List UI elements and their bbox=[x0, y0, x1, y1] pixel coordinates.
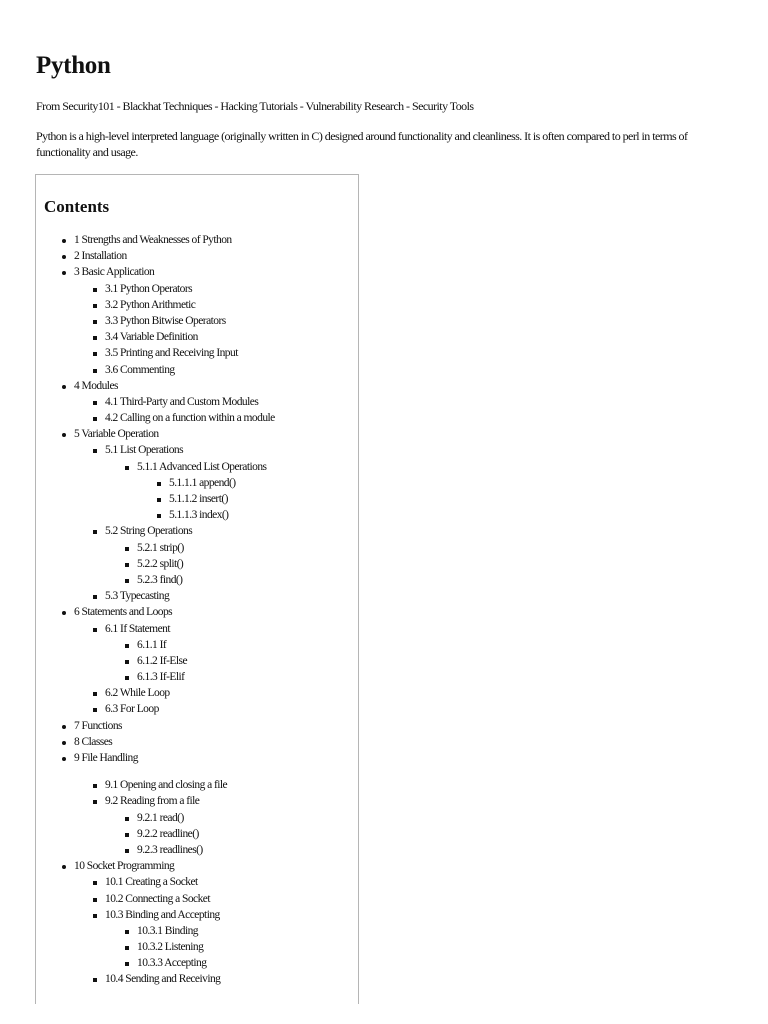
toc-item bbox=[36, 248, 358, 264]
toc-item bbox=[36, 345, 358, 361]
toc-link[interactable]: 8 Classes bbox=[74, 735, 113, 748]
toc-item bbox=[36, 540, 358, 556]
table-of-contents bbox=[35, 174, 359, 1004]
toc-item bbox=[36, 858, 358, 874]
bullet-icon bbox=[93, 288, 97, 292]
toc-link[interactable]: 5.1.1.2 insert() bbox=[169, 493, 228, 505]
toc-item bbox=[36, 572, 358, 588]
bullet-icon bbox=[62, 865, 66, 869]
toc-item bbox=[36, 588, 358, 604]
toc-item bbox=[36, 842, 358, 858]
toc-item bbox=[36, 907, 358, 923]
toc-link[interactable]: 1 Strengths and Weaknesses of Python bbox=[74, 234, 232, 246]
toc-item bbox=[36, 507, 358, 523]
toc-link[interactable]: 9.1 Opening and closing a file bbox=[105, 779, 228, 792]
bullet-icon bbox=[62, 611, 66, 615]
bullet-icon bbox=[125, 833, 129, 837]
toc-link[interactable]: 10 Socket Programming bbox=[74, 860, 175, 873]
bullet-icon bbox=[93, 417, 97, 421]
toc-link[interactable]: 3.4 Variable Definition bbox=[105, 331, 198, 344]
bullet-icon bbox=[125, 962, 129, 966]
toc-item bbox=[36, 475, 358, 491]
toc-item bbox=[36, 971, 358, 987]
toc-link[interactable]: 9.2 Reading from a file bbox=[105, 795, 200, 808]
bullet-icon bbox=[157, 498, 161, 502]
toc-link[interactable]: 5.1.1.3 index() bbox=[169, 509, 229, 522]
toc-item bbox=[36, 281, 358, 297]
toc-link[interactable]: 5.2.2 split() bbox=[137, 557, 184, 570]
toc-link[interactable]: 10.1 Creating a Socket bbox=[105, 876, 198, 889]
bullet-icon bbox=[125, 817, 129, 821]
toc-item bbox=[36, 793, 358, 809]
bullet-icon bbox=[93, 449, 97, 453]
toc-link[interactable]: 5.3 Typecasting bbox=[105, 590, 170, 603]
toc-link[interactable]: 2 Installation bbox=[74, 250, 127, 263]
toc-item bbox=[36, 264, 358, 280]
bullet-icon bbox=[62, 757, 66, 761]
toc-item bbox=[36, 621, 358, 637]
toc-link[interactable]: 4 Modules bbox=[74, 379, 118, 392]
toc-item bbox=[36, 701, 358, 717]
toc-title: Contents bbox=[44, 197, 110, 216]
toc-item bbox=[36, 362, 358, 378]
bullet-icon bbox=[93, 708, 97, 712]
toc-link[interactable]: 9.2.1 read() bbox=[137, 811, 184, 824]
bullet-icon bbox=[93, 628, 97, 632]
toc-link[interactable]: 4.1 Third-Party and Custom Modules bbox=[105, 395, 259, 408]
bullet-icon bbox=[93, 978, 97, 982]
bullet-icon bbox=[93, 352, 97, 356]
toc-item bbox=[36, 604, 358, 620]
toc-link[interactable]: 6.1.1 If bbox=[137, 638, 167, 651]
toc-item bbox=[36, 459, 358, 475]
bullet-icon bbox=[125, 660, 129, 664]
toc-item bbox=[36, 442, 358, 458]
toc-item bbox=[36, 410, 358, 426]
toc-link[interactable]: 5 Variable Operation bbox=[74, 428, 159, 441]
toc-link[interactable]: 3 Basic Application bbox=[74, 266, 155, 279]
bullet-icon bbox=[62, 255, 66, 259]
bullet-icon bbox=[125, 466, 129, 470]
bullet-icon bbox=[125, 579, 129, 583]
toc-link[interactable]: 5.1.1.1 append() bbox=[169, 476, 236, 489]
bullet-icon bbox=[157, 514, 161, 518]
toc-link[interactable]: 3.5 Printing and Receiving Input bbox=[105, 347, 238, 360]
toc-link[interactable]: 3.3 Python Bitwise Operators bbox=[105, 314, 226, 327]
toc-link[interactable]: 5.1 List Operations bbox=[105, 444, 184, 457]
toc-link[interactable]: 4.2 Calling on a function within a module bbox=[105, 412, 275, 425]
bullet-icon bbox=[93, 898, 97, 902]
toc-item bbox=[36, 637, 358, 653]
toc-link[interactable]: 6.2 While Loop bbox=[105, 687, 170, 700]
bullet-icon bbox=[93, 595, 97, 599]
bullet-icon bbox=[93, 914, 97, 918]
bullet-icon bbox=[62, 271, 66, 275]
toc-item bbox=[36, 297, 358, 313]
bullet-icon bbox=[93, 304, 97, 308]
toc-item bbox=[36, 653, 358, 669]
bullet-icon bbox=[62, 385, 66, 389]
toc-item bbox=[36, 232, 358, 248]
bullet-icon bbox=[93, 320, 97, 324]
toc-item bbox=[36, 523, 358, 539]
toc-item bbox=[36, 426, 358, 442]
bullet-icon bbox=[93, 800, 97, 804]
toc-item bbox=[36, 750, 358, 766]
toc-item bbox=[36, 939, 358, 955]
toc-link[interactable]: 10.3.3 Accepting bbox=[137, 957, 207, 970]
toc-item bbox=[36, 777, 358, 793]
bullet-icon bbox=[62, 725, 66, 729]
toc-item bbox=[36, 556, 358, 572]
page-subtitle: From Security101 - Blackhat Techniques - Hacking Tutorials - Vulnerability Research - Security Tools bbox=[36, 99, 474, 113]
bullet-icon bbox=[93, 336, 97, 340]
toc-item bbox=[36, 378, 358, 394]
toc-list bbox=[36, 232, 358, 988]
toc-link[interactable]: 7 Functions bbox=[74, 719, 122, 732]
toc-item bbox=[36, 810, 358, 826]
toc-item bbox=[36, 718, 358, 734]
bullet-icon bbox=[93, 530, 97, 534]
bullet-icon bbox=[93, 692, 97, 696]
bullet-icon bbox=[62, 741, 66, 745]
toc-link[interactable]: 6.1.3 If-Elif bbox=[137, 671, 185, 684]
bullet-icon bbox=[62, 239, 66, 243]
toc-link[interactable]: 9.2.2 readline() bbox=[137, 827, 199, 840]
toc-item bbox=[36, 491, 358, 507]
toc-link[interactable]: 3.2 Python Arithmetic bbox=[105, 298, 196, 311]
bullet-icon bbox=[125, 946, 129, 950]
bullet-icon bbox=[125, 849, 129, 853]
bullet-icon bbox=[125, 676, 129, 680]
toc-link[interactable]: 6 Statements and Loops bbox=[74, 606, 173, 619]
toc-link[interactable]: 9.2.3 readlines() bbox=[137, 843, 203, 856]
toc-item bbox=[36, 734, 358, 750]
bullet-icon bbox=[157, 482, 161, 486]
toc-link[interactable]: 5.2 String Operations bbox=[105, 525, 193, 538]
bullet-icon bbox=[93, 401, 97, 405]
bullet-icon bbox=[125, 563, 129, 567]
bullet-icon bbox=[62, 433, 66, 437]
toc-item bbox=[36, 826, 358, 842]
toc-link[interactable]: 9 File Handling bbox=[74, 752, 138, 764]
toc-link[interactable]: 6.1 If Statement bbox=[105, 622, 170, 635]
toc-item bbox=[36, 329, 358, 345]
intro-paragraph: Python is a high-level interpreted language (originally written in C) designed around functionality and cleanliness. It is often compared to perl in terms of functionality and usage. bbox=[36, 129, 688, 159]
toc-item bbox=[36, 955, 358, 971]
toc-link[interactable]: 10.3.2 Listening bbox=[137, 941, 204, 954]
toc-link[interactable]: 6.1.2 If-Else bbox=[137, 654, 188, 667]
bullet-icon bbox=[125, 547, 129, 551]
toc-link[interactable]: 10.4 Sending and Receiving bbox=[105, 973, 221, 986]
toc-item bbox=[36, 874, 358, 890]
toc-item bbox=[36, 313, 358, 329]
toc-item bbox=[36, 923, 358, 939]
toc-link[interactable]: 5.2.3 find() bbox=[137, 573, 183, 586]
toc-link[interactable]: 6.3 For Loop bbox=[105, 703, 159, 716]
bullet-icon bbox=[125, 930, 129, 934]
bullet-icon bbox=[93, 881, 97, 885]
toc-link[interactable]: 3.1 Python Operators bbox=[105, 282, 193, 295]
bullet-icon bbox=[93, 369, 97, 373]
toc-link[interactable]: 10.2 Connecting a Socket bbox=[105, 892, 210, 905]
page-title: Python bbox=[36, 52, 111, 79]
toc-link[interactable]: 3.6 Commenting bbox=[105, 363, 175, 376]
toc-item bbox=[36, 669, 358, 685]
toc-link[interactable]: 10.3.1 Binding bbox=[137, 924, 198, 937]
bullet-icon bbox=[93, 784, 97, 788]
toc-item bbox=[36, 394, 358, 410]
toc-link[interactable]: 10.3 Binding and Accepting bbox=[105, 908, 220, 921]
toc-item bbox=[36, 685, 358, 701]
bullet-icon bbox=[125, 644, 129, 648]
toc-link[interactable]: 5.1.1 Advanced List Operations bbox=[137, 460, 267, 473]
toc-item bbox=[36, 891, 358, 907]
toc-link[interactable]: 5.2.1 strip() bbox=[137, 541, 184, 554]
